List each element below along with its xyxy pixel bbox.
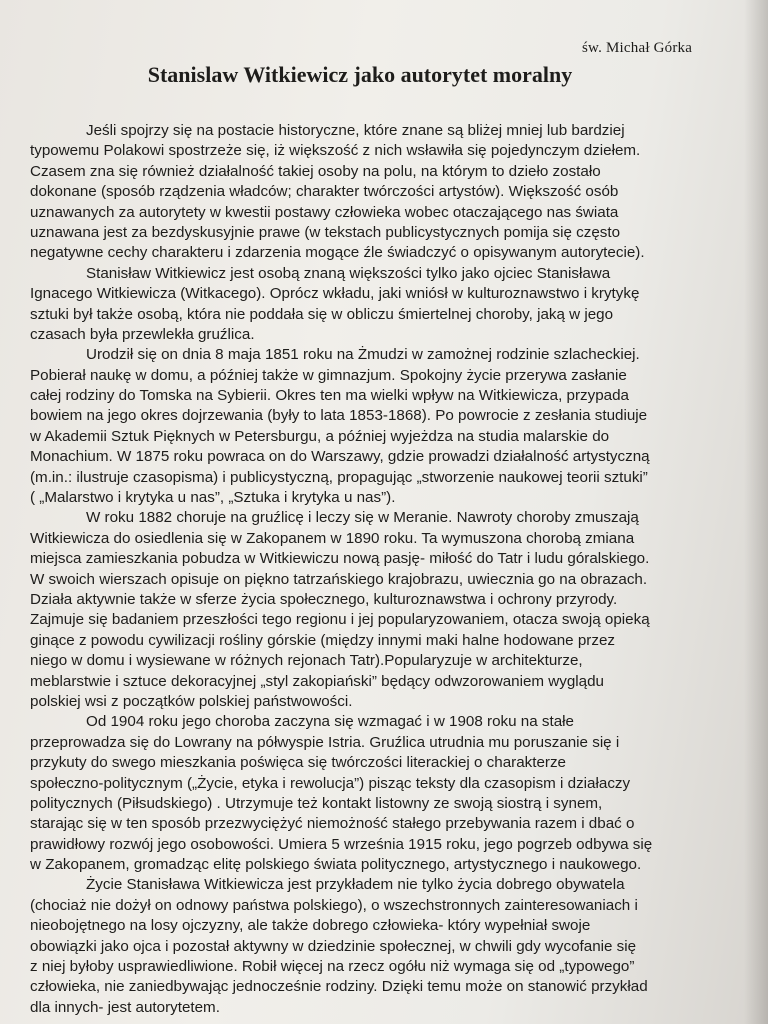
text-line: (m.in.: ilustruje czasopisma) i publicystyczną, propagując „stworzenie naukowej teorii sztuki” <box>30 468 648 486</box>
text-line: Pobierał naukę w domu, a później także w gimnazjum. Spokojny życie przerywa zasłanie <box>30 366 627 384</box>
text-line: prawidłowy rozwój jego osobowości. Umiera 5 września 1915 roku, jego pogrzeb odbywa się <box>30 835 653 853</box>
text-line: przeprowadza się do Lowrany na półwyspie Istria. Gruźlica utrudnia mu poruszanie się i <box>30 733 620 751</box>
text-line: uznawana jest za bezdyskusyjnie prawe (w tekstach publicystycznych pomija się często <box>30 223 621 241</box>
text-line: typowemu Polakowi spostrzeże się, iż większość z nich wsławiła się pojedynczym dziełem. <box>30 142 641 160</box>
text-line: Od 1904 roku jego choroba zaczyna się wzmagać i w 1908 roku na stałe <box>86 713 574 731</box>
document-title: Stanislaw Witkiewicz jako autorytet moralny <box>147 62 573 87</box>
text-line: Jeśli spojrzy się na postacie historyczne, które znane są bliżej mniej lub bardziej <box>86 122 625 139</box>
text-line: Życie Stanisława Witkiewicza jest przykładem nie tylko życia dobrego obywatela <box>86 876 625 894</box>
text-line: Działa aktywnie także w sferze życia społecznego, kulturoznawstwa i ochrony przyrody. <box>30 590 618 608</box>
text-line: Czasem zna się również działalność takiej osoby na polu, na którym to dzieło zostało <box>30 162 601 180</box>
text-line: przykuty do swego mieszkania poświęca się twórczości literackiej o charakterze <box>30 754 566 772</box>
text-line: sztuki był także osobą, która nie poddała się w obliczu śmiertelnej choroby, jaką w jego <box>30 305 614 323</box>
text-line: czasach była przewlekła gruźlica. <box>30 325 255 343</box>
text-line: W swoich wierszach opisuje on piękno tatrzańskiego krajobrazu, uwiecznia go na obrazach. <box>30 570 648 588</box>
text-line: W roku 1882 choruje na gruźlicę i leczy się w Meranie. Nawroty choroby zmuszają <box>86 509 639 527</box>
text-line: Stanisław Witkiewicz jest osobą znaną większości tylko jako ojciec Stanisława <box>86 264 611 282</box>
text-line: Urodził się on dnia 8 maja 1851 roku na Żmudzi w zamożnej rodzinie szlacheckiej. <box>86 346 640 364</box>
text-line: w Zakopanem, gromadząc elitę polskiego świata politycznego, artystycznego i naukowego. <box>30 856 642 874</box>
text-line: całej rodziny do Tomska na Sybierii. Okres ten ma wielki wpływ na Witkiewicza, przypada <box>30 387 630 405</box>
text-line: miejsca zamieszkania pobudza w Witkiewiczu nową pasję- miłość do Tatr i ludu góralskiego. <box>30 550 650 568</box>
page-edge-shadow <box>744 0 768 1024</box>
author-line: św. Michał Górka <box>582 40 693 56</box>
text-line: ginące z powodu cywilizacji rośliny górskie (między innymi maki halne hodowane przez <box>30 631 615 649</box>
essay-body <box>30 121 690 1018</box>
text-line: polskiej wsi z początków polskiej państwowości. <box>30 692 353 710</box>
text-line: w Akademii Sztuk Pięknych w Petersburgu, a później wyjeżdza na studia malarskie do <box>30 427 610 445</box>
text-line: człowieka, nie zaniedbywając jednocześnie rodziny. Dzięki temu może on stanowić przykład <box>30 978 648 996</box>
text-line: Ignacego Witkiewicza (Witkacego). Oprócz wkładu, jaki wniósł w kulturoznawstwo i krytykę <box>30 285 640 303</box>
text-line: ( „Malarstwo i krytyka u nas”, „Sztuka i krytyka u nas”). <box>30 489 396 507</box>
text-line: (chociaż nie dożył on odnowy państwa polskiego), o wszechstronnych zainteresowaniach i <box>30 896 638 914</box>
text-line: nieobojętnego na losy ojczyzny, ale także dobrego człowieka- który wypełniał swoje <box>30 917 591 935</box>
text-line: dla innych- jest autorytetem. <box>30 998 220 1016</box>
text-line: Zajmuje się badaniem przeszłości tego regionu i jej popularyzowaniem, otacza swoją opieką <box>30 611 650 629</box>
text-line: społeczno-politycznym („Życie, etyka i rewolucja”) pisząc teksty dla czasopism i działaczy <box>30 774 631 792</box>
text-line: Monachium. W 1875 roku powraca on do Warszawy, gdzie prowadzi działalność artystyczną <box>30 448 650 466</box>
text-line: politycznych (Piłsudskiego) . Utrzymuje też kontakt listowny ze swoją siostrą i synem, <box>30 794 603 812</box>
text-line: uznawanych za autorytety w kwestii postawy człowieka wobec otaczającego nas świata <box>30 203 619 221</box>
text-line: z niej byłoby usprawiedliwione. Robił więcej na rzecz ogółu niż wymaga się od „typowego” <box>30 958 635 976</box>
text-line: starając się w ten sposób przezwyciężyć niemożność stałego przebywania razem i dbać o <box>30 815 635 833</box>
text-line: Witkiewicza do osiedlenia się w Zakopanem w 1890 roku. Ta wymuszona chorobą zmiana <box>30 529 635 547</box>
text-line: dokonane (sposób rządzenia władców; charakter twórczości artystów). Większość osób <box>30 183 619 201</box>
text-line: bowiem na jego okres dojrzewania (były to lata 1853-1868). Po powrocie z zesłania studiuje <box>30 407 648 425</box>
text-line: negatywne cechy charakteru i zdarzenia mogące źle świadczyć o opisywanym autorytecie). <box>30 244 645 262</box>
text-line: meblarstwie i sztuce dekoracyjnej „styl zakopiański” będący odwzorowaniem wyglądu <box>30 672 605 690</box>
text-line: obowiązki jako ojca i pozostał aktywny w dziedzinie społecznej, w chwili gdy wycofanie się <box>30 937 637 955</box>
text-line: niego w domu i wysiewane w różnych rejonach Tatr).Popularyzuje w architekturze, <box>30 652 583 670</box>
